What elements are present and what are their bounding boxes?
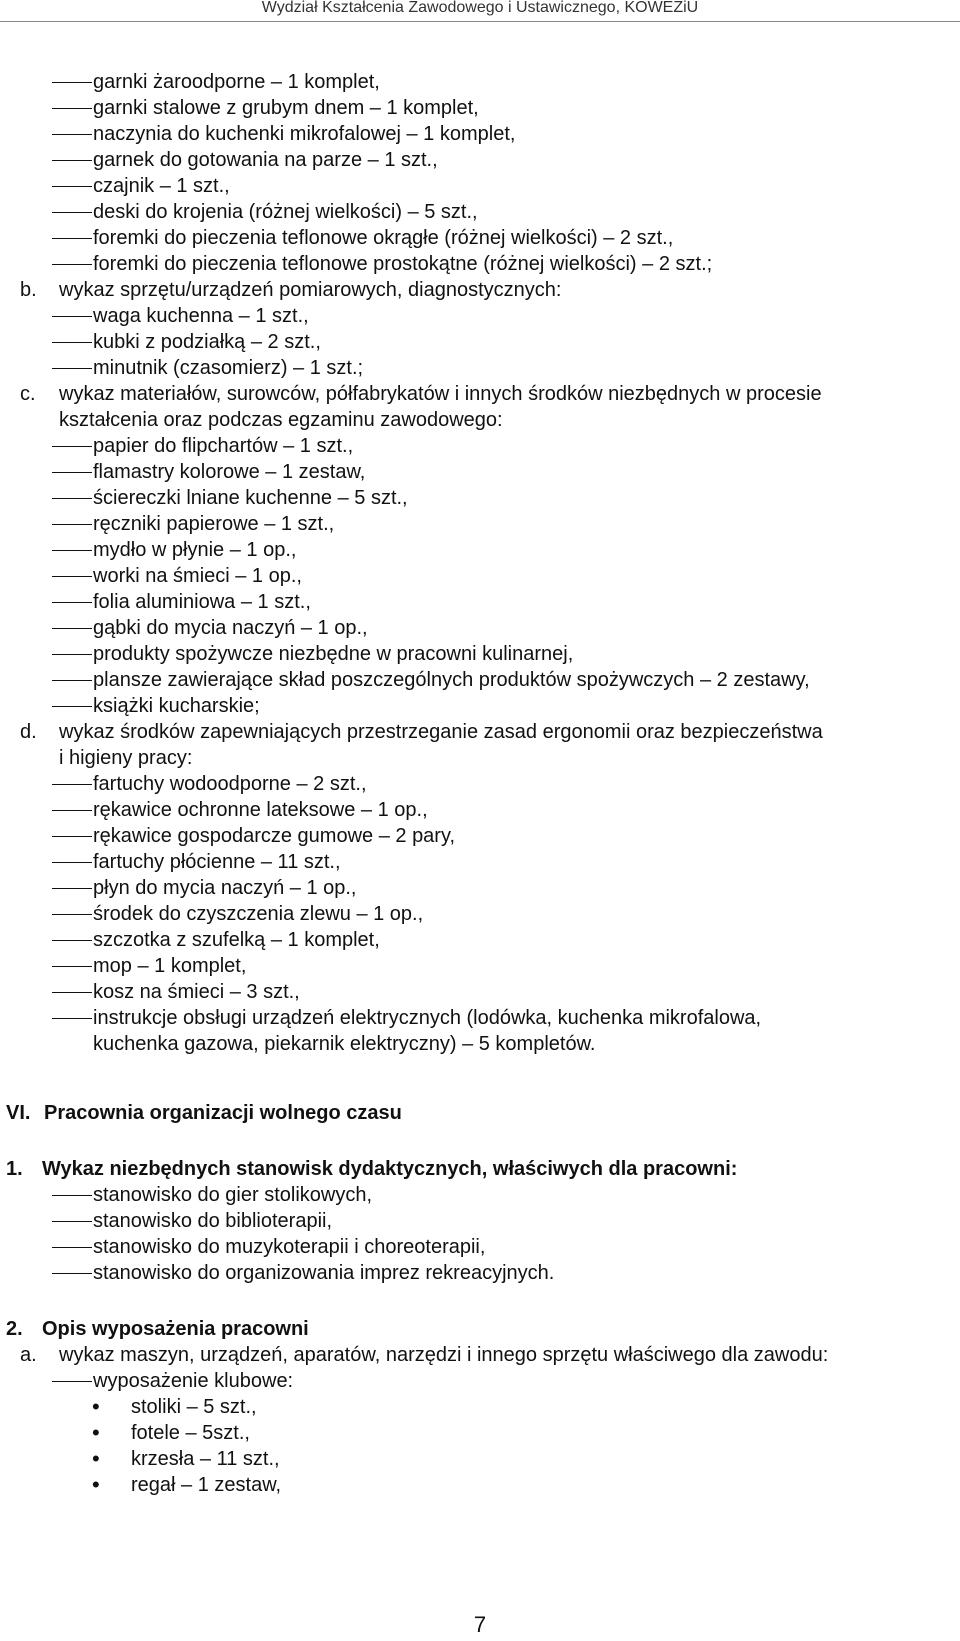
section-vi-title: Pracownia organizacji wolnego czasu: [44, 1102, 402, 1124]
dash-marker: [50, 303, 96, 321]
list-item: stanowisko do biblioterapii,: [93, 1210, 333, 1232]
dash-marker: [50, 1368, 96, 1386]
bullet-icon: •: [92, 1394, 100, 1419]
list-item: stanowisko do muzykoterapii i choreoterapii,: [93, 1236, 486, 1258]
list-item: flamastry kolorowe – 1 zestaw,: [93, 461, 366, 483]
list-item: stanowisko do organizowania imprez rekreacyjnych.: [93, 1262, 555, 1284]
dash-marker: [50, 1005, 96, 1023]
dash-marker: [50, 329, 96, 347]
list-item: instrukcje obsługi urządzeń elektrycznych (lodówka, kuchenka mikrofalowa,: [93, 1007, 762, 1029]
dash-marker: [50, 901, 96, 919]
dash-marker: [50, 1182, 96, 1200]
dash-marker: [50, 979, 96, 997]
list-item: foremki do pieczenia teflonowe okrągłe (różnej wielkości) – 2 szt.,: [93, 227, 674, 249]
list-item: kubki z podziałką – 2 szt.,: [93, 331, 321, 353]
list-item: garnek do gotowania na parze – 1 szt.,: [93, 149, 438, 171]
section-d-text-line2: i higieny pracy:: [59, 747, 193, 769]
list-item: mydło w płynie – 1 op.,: [93, 539, 297, 561]
bullet-icon: •: [92, 1446, 100, 1471]
list-item: fotele – 5szt.,: [131, 1422, 250, 1444]
bullet-icon: •: [92, 1420, 100, 1445]
dash-marker: [50, 355, 96, 373]
page-header: [0, 0, 960, 40]
dash-marker: [50, 147, 96, 165]
list-item: stanowisko do gier stolikowych,: [93, 1184, 373, 1206]
page-number: 7: [473, 1612, 487, 1637]
list-item: garnki żaroodporne – 1 komplet,: [93, 71, 380, 93]
dash-marker: [50, 667, 96, 685]
header-text: Wydział Kształcenia Zawodowego i Ustawicznego, KOWEZiU: [261, 0, 699, 16]
list-item: worki na śmieci – 1 op.,: [93, 565, 302, 587]
dash-marker: [50, 95, 96, 113]
point-2-title: Opis wyposażenia pracowni: [42, 1318, 309, 1340]
list-marker-c: c.: [20, 383, 36, 405]
list-item: deski do krojenia (różnej wielkości) – 5 szt.,: [93, 201, 478, 223]
list-item: folia aluminiowa – 1 szt.,: [93, 591, 311, 613]
section-a-text: wykaz maszyn, urządzeń, aparatów, narzędzi i innego sprzętu właściwego dla zawodu:: [59, 1344, 829, 1366]
list-item: szczotka z szufelką – 1 komplet,: [93, 929, 380, 951]
dash-marker: [50, 641, 96, 659]
list-item: naczynia do kuchenki mikrofalowej – 1 komplet,: [93, 123, 516, 145]
dash-marker: [50, 485, 96, 503]
dash-marker: [50, 69, 96, 87]
dash-marker: [50, 251, 96, 269]
list-item: foremki do pieczenia teflonowe prostokątne (różnej wielkości) – 2 szt.;: [93, 253, 713, 275]
list-item: krzesła – 11 szt.,: [131, 1448, 280, 1470]
dash-marker: [50, 173, 96, 191]
list-item: papier do flipchartów – 1 szt.,: [93, 435, 354, 457]
list-marker-a: a.: [20, 1344, 37, 1366]
list-item: płyn do mycia naczyń – 1 op.,: [93, 877, 357, 899]
list-item: książki kucharskie;: [93, 695, 260, 717]
list-item: ściereczki lniane kuchenne – 5 szt.,: [93, 487, 408, 509]
list-item: fartuchy płócienne – 11 szt.,: [93, 851, 341, 873]
dash-marker: [50, 797, 96, 815]
dash-marker: [50, 121, 96, 139]
dash-marker: [50, 849, 96, 867]
list-item: kosz na śmieci – 3 szt.,: [93, 981, 300, 1003]
list-item: gąbki do mycia naczyń – 1 op.,: [93, 617, 368, 639]
dash-marker: [50, 589, 96, 607]
list-item: minutnik (czasomierz) – 1 szt.;: [93, 357, 364, 379]
list-item: czajnik – 1 szt.,: [93, 175, 230, 197]
list-item: waga kuchenna – 1 szt.,: [93, 305, 309, 327]
list-item: produkty spożywcze niezbędne w pracowni kulinarnej,: [93, 643, 574, 665]
section-c-text-line1: wykaz materiałów, surowców, półfabrykatów i innych środków niezbędnych w procesie: [59, 383, 822, 405]
dash-marker: [50, 511, 96, 529]
dash-marker: [50, 1260, 96, 1278]
list-item: fartuchy wodoodporne – 2 szt.,: [93, 773, 367, 795]
list-item: plansze zawierające skład poszczególnych produktów spożywczych – 2 zestawy,: [93, 669, 810, 691]
list-item: ręczniki papierowe – 1 szt.,: [93, 513, 335, 535]
club-equipment-item: wyposażenie klubowe:: [93, 1370, 294, 1392]
point-2-number: 2.: [6, 1318, 23, 1340]
dash-marker: [50, 433, 96, 451]
bullet-icon: •: [92, 1472, 100, 1497]
dash-marker: [50, 823, 96, 841]
header-rule: [0, 21, 960, 22]
dash-marker: [50, 563, 96, 581]
dash-marker: [50, 537, 96, 555]
list-item: środek do czyszczenia zlewu – 1 op.,: [93, 903, 424, 925]
section-b-text: wykaz sprzętu/urządzeń pomiarowych, diagnostycznych:: [59, 279, 562, 301]
list-item: rękawice gospodarcze gumowe – 2 pary,: [93, 825, 456, 847]
list-item: rękawice ochronne lateksowe – 1 op.,: [93, 799, 428, 821]
dash-marker: [50, 1234, 96, 1252]
section-c-text-line2: kształcenia oraz podczas egzaminu zawodowego:: [59, 409, 503, 431]
dash-marker: [50, 225, 96, 243]
dash-marker: [50, 459, 96, 477]
point-1-title: Wykaz niezbędnych stanowisk dydaktycznych, właściwych dla pracowni:: [42, 1158, 738, 1180]
section-d-text-line1: wykaz środków zapewniających przestrzeganie zasad ergonomii oraz bezpieczeństwa: [59, 721, 823, 743]
dash-marker: [50, 693, 96, 711]
list-item-continuation: kuchenka gazowa, piekarnik elektryczny) – 5 kompletów.: [93, 1033, 596, 1055]
dash-marker: [50, 615, 96, 633]
list-item: garnki stalowe z grubym dnem – 1 komplet,: [93, 97, 479, 119]
list-marker-d: d.: [20, 721, 37, 743]
dash-marker: [50, 1208, 96, 1226]
dash-marker: [50, 771, 96, 789]
dash-marker: [50, 953, 96, 971]
point-1-number: 1.: [6, 1158, 23, 1180]
list-marker-b: b.: [20, 279, 37, 301]
list-item: regał – 1 zestaw,: [131, 1474, 282, 1496]
dash-marker: [50, 875, 96, 893]
section-vi-number: VI.: [6, 1102, 31, 1124]
list-item: stoliki – 5 szt.,: [131, 1396, 257, 1418]
dash-marker: [50, 199, 96, 217]
dash-marker: [50, 927, 96, 945]
list-item: mop – 1 komplet,: [93, 955, 247, 977]
